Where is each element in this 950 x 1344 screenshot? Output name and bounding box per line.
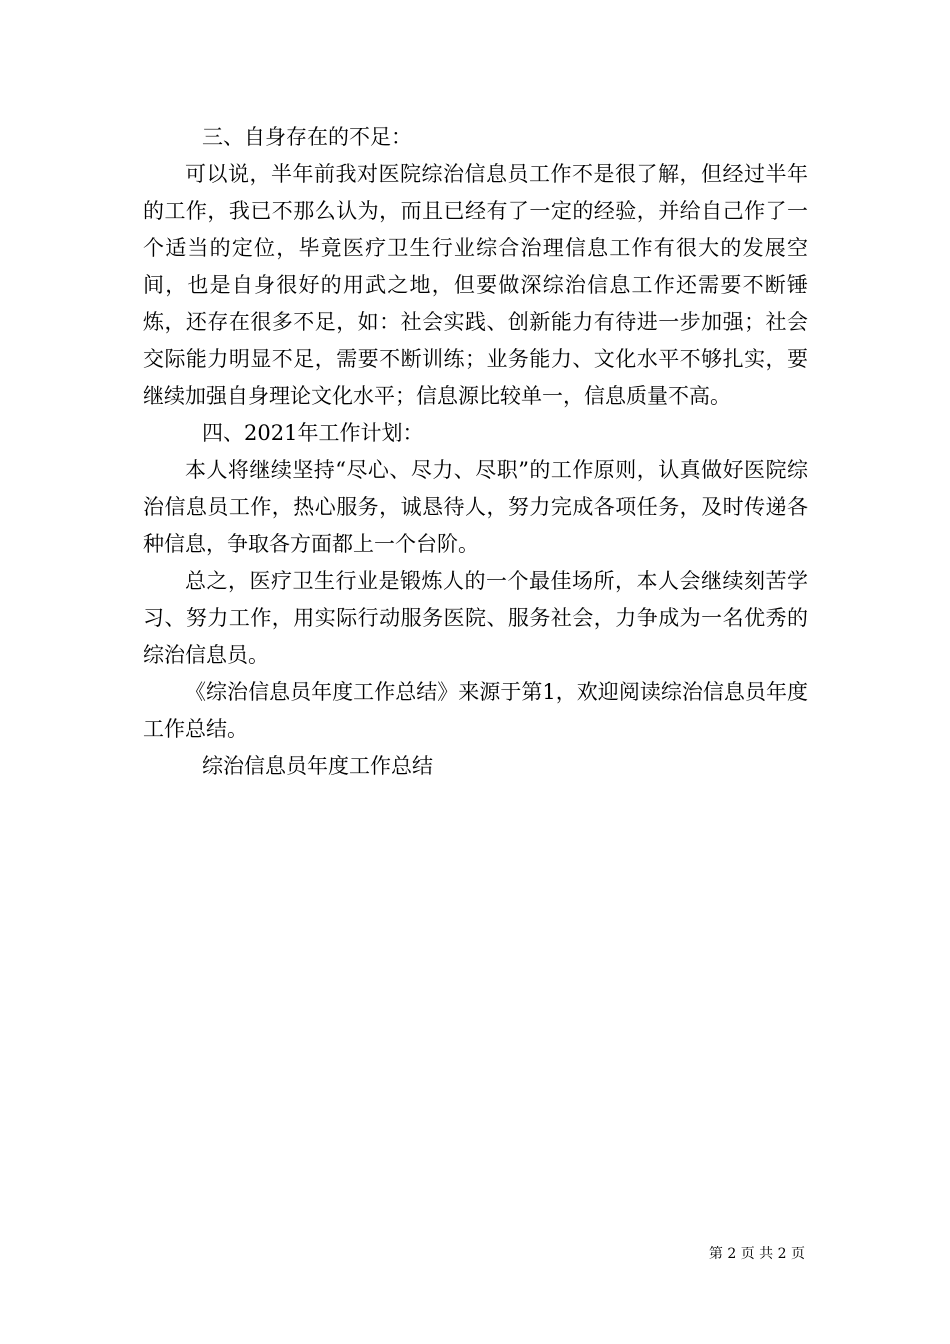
paragraph-work-plan: 本人将继续坚持“尽心、尽力、尽职”的工作原则，认真做好医院综治信息员工作，热心服务，诚恳待人，努力完成各项任务，及时传递各种信息，争取各方面都上一个台阶。 [143,458,808,556]
section-heading-shortcomings: 三、自身存在的不足： [202,125,412,149]
section-heading-work-plan: 四、2021年工作计划： [202,421,424,445]
paragraph-conclusion: 总之，医疗卫生行业是锻炼人的一个最佳场所，本人会继续刻苦学习、努力工作，用实际行动服务医院、服务社会，力争成为一名优秀的综治信息员。 [143,569,808,667]
document-body [143,119,808,785]
paragraph-source-note: 《综治信息员年度工作总结》来源于第1，欢迎阅读综治信息员年度工作总结。 [143,680,808,741]
page-number-footer: 第 2 页 共 2 页 [708,1246,805,1262]
paragraph-shortcomings: 可以说，半年前我对医院综治信息员工作不是很了解，但经过半年的工作，我已不那么认为，而且已经有了一定的经验，并给自己作了一个适当的定位，毕竟医疗卫生行业综合治理信息工作有很大的发展空间，也是自身很好的用武之地，但要做深综治信息工作还需要不断锤炼，还存在很多不足，如：社会实践、创新能力有待进一步加强；社会交际能力明显不足，需要不断训练；业务能力、文化水平不够扎实，要继续加强自身理论文化水平；信息源比较单一，信息质量不高。 [143,162,808,408]
closing-title: 综治信息员年度工作总结 [202,754,433,778]
